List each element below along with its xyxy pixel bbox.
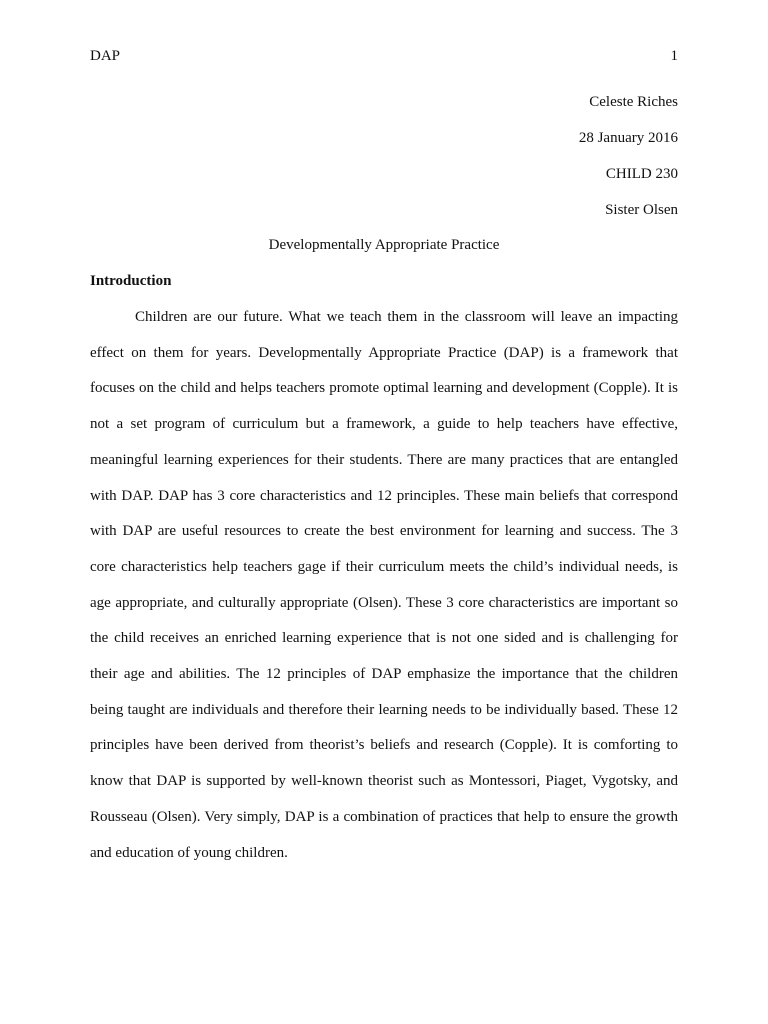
body-line: being taught are individuals and therefore their learning needs to be individually based. These 12 [90, 702, 678, 718]
document-date: 28 January 2016 [578, 130, 678, 146]
instructor-name: Sister Olsen [605, 202, 678, 218]
body-line: not a set program of curriculum but a framework, a guide to help teachers have effective, [90, 416, 678, 432]
body-line: know that DAP is supported by well-known theorist such as Montessori, Piaget, Vygotsky, and [90, 773, 678, 789]
body-line: meaningful learning experiences for their students. There are many practices that are entangled [90, 452, 678, 468]
body-line: focuses on the child and helps teachers promote optimal learning and development (Copple). It is [90, 380, 678, 396]
body-line: Children are our future. What we teach them in the classroom will leave an impacting [135, 309, 678, 325]
page-number: 1 [670, 48, 678, 64]
body-line: with DAP. DAP has 3 core characteristics and 12 principles. These main beliefs that correspond [90, 488, 678, 504]
running-head: DAP [90, 48, 121, 64]
section-heading: Introduction [90, 273, 172, 289]
body-line: the child receives an enriched learning experience that is not one sided and is challenging for [90, 630, 678, 646]
body-line: principles have been derived from theorist’s beliefs and research (Copple). It is comforting to [90, 737, 678, 753]
body-line: age appropriate, and culturally appropriate (Olsen). These 3 core characteristics are important so [90, 595, 678, 611]
body-line: core characteristics help teachers gage if their curriculum meets the child’s individual needs, is [90, 559, 678, 575]
document-title: Developmentally Appropriate Practice [268, 237, 500, 253]
body-line: Rousseau (Olsen). Very simply, DAP is a combination of practices that help to ensure the growth [90, 809, 678, 825]
course-name: CHILD 230 [605, 166, 678, 182]
body-line: effect on them for years. Developmentally Appropriate Practice (DAP) is a framework that [90, 345, 678, 361]
body-line: and education of young children. [90, 845, 288, 861]
body-line: with DAP are useful resources to create the best environment for learning and success. The 3 [90, 523, 678, 539]
author-name: Celeste Riches [589, 94, 678, 110]
body-line: their age and abilities. The 12 principles of DAP emphasize the importance that the children [90, 666, 678, 682]
